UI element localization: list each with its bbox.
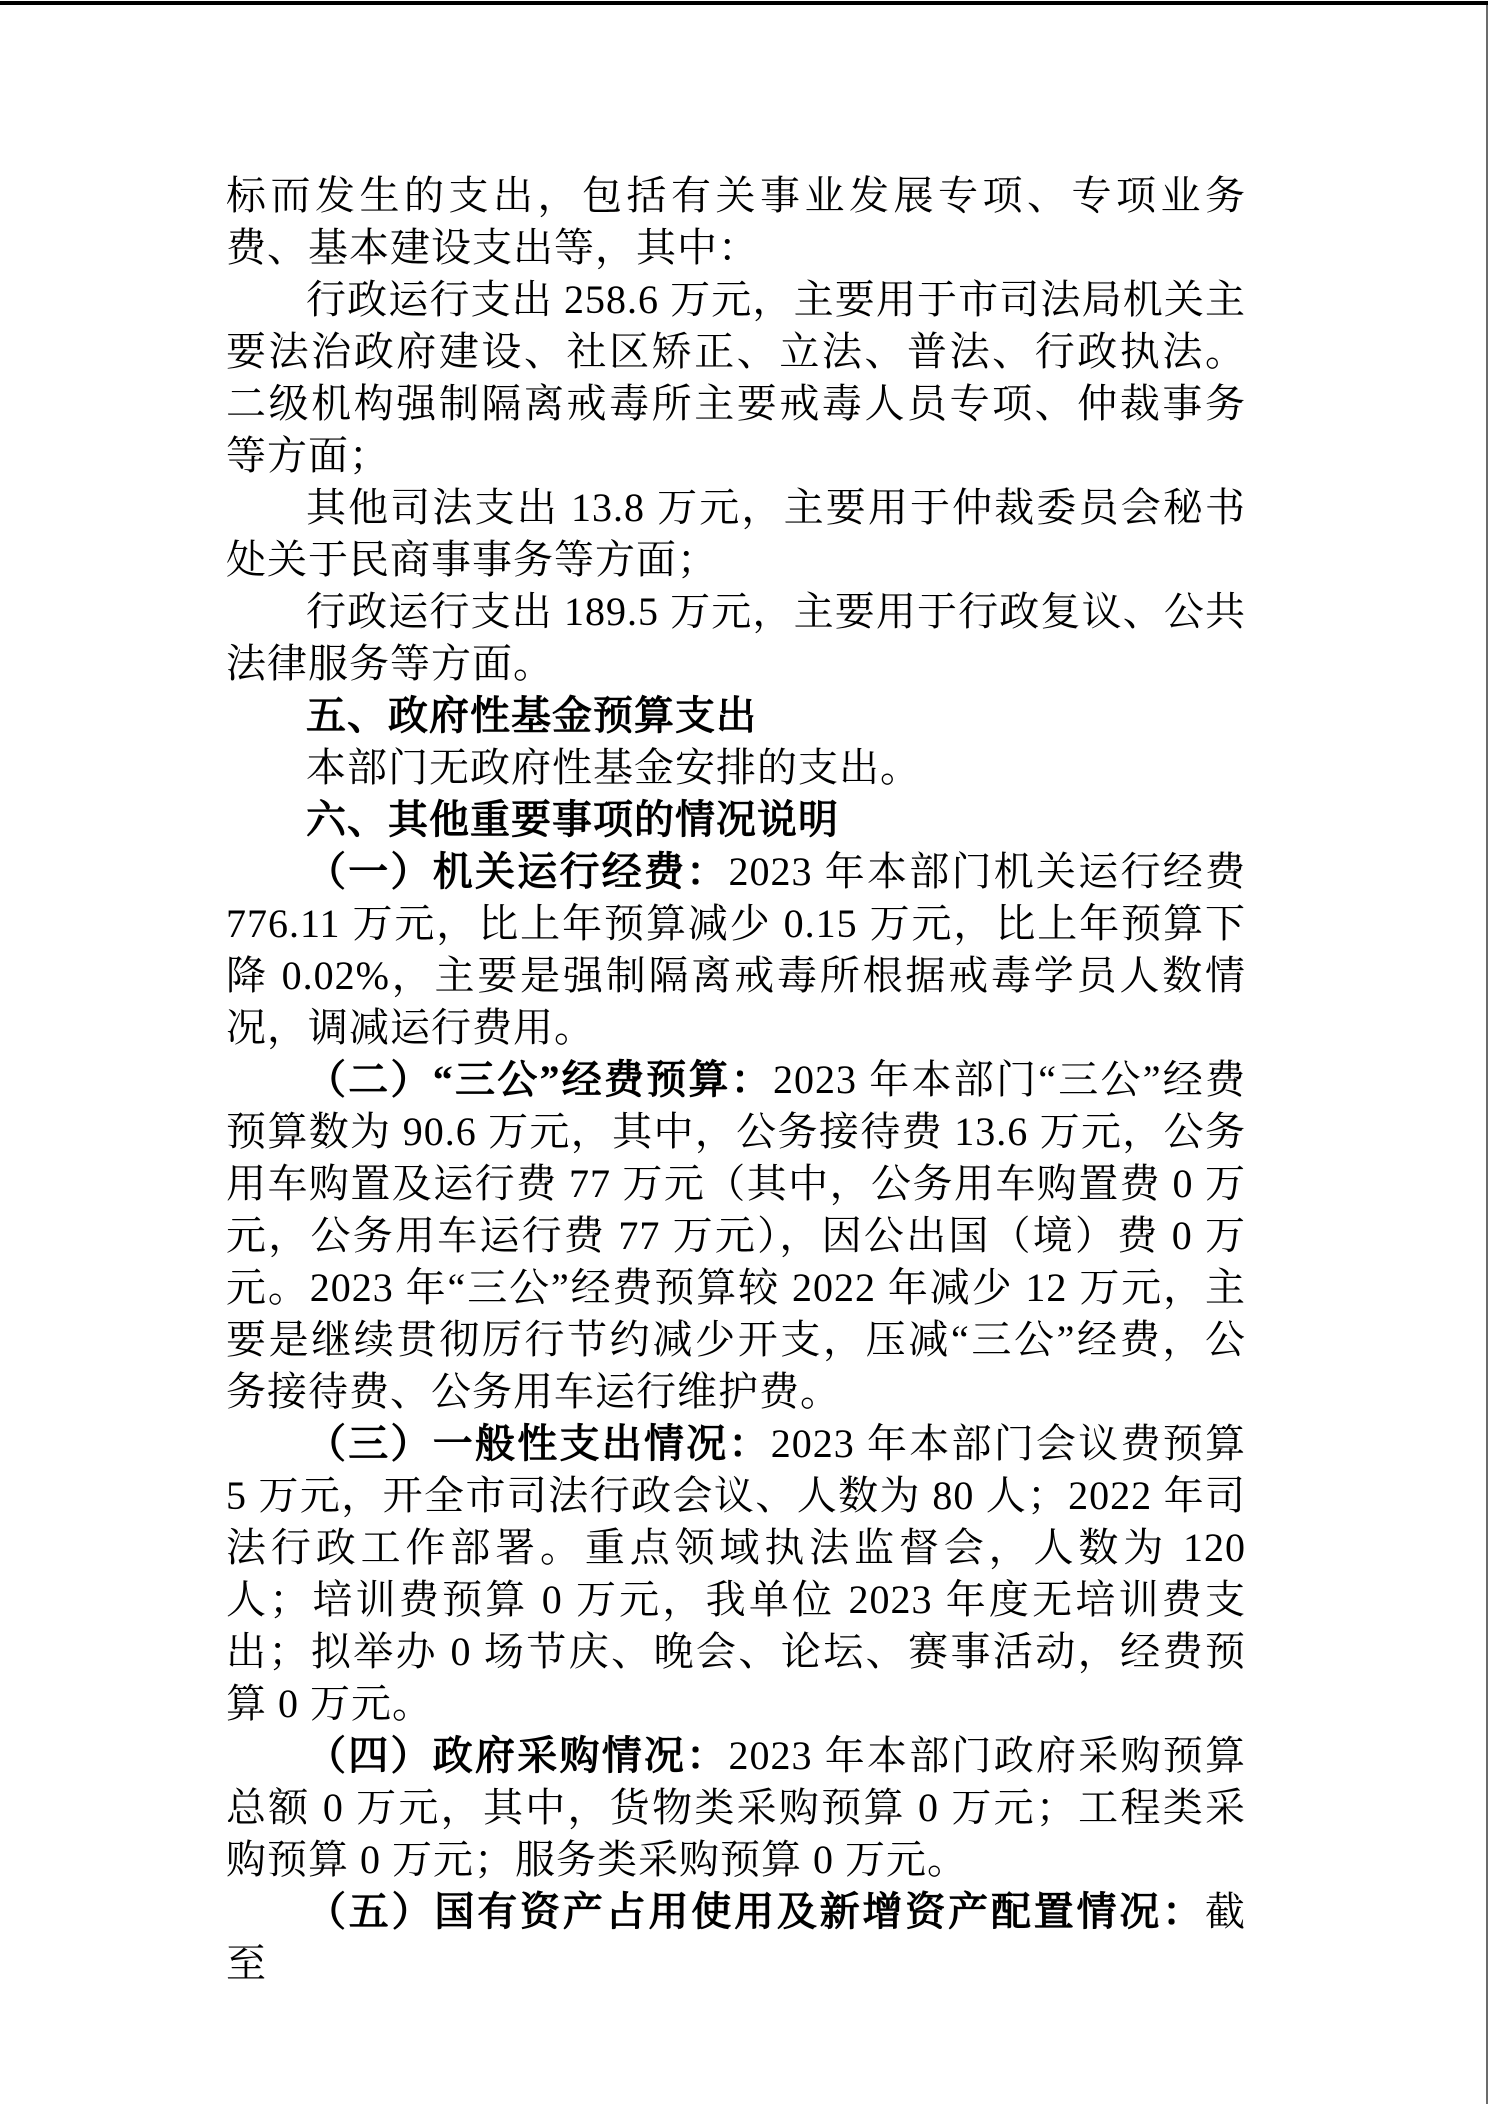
paragraph: [226, 846, 1246, 1054]
paragraph: [226, 1054, 1246, 1418]
paragraph: [226, 482, 1246, 586]
paragraph: [226, 1418, 1246, 1730]
paragraph-text: 标而发生的支出，包括有关事业发展专项、专项业务费、基本建设支出等，其中：: [226, 173, 1246, 270]
paragraph: [226, 170, 1246, 274]
paragraph: [226, 586, 1246, 690]
paragraph-text: 行政运行支出 258.6 万元，主要用于市司法局机关主要法治政府建设、社区矫正、立法、普法、行政执法。二级机构强制隔离戒毒所主要戒毒人员专项、仲裁事务等方面；: [226, 277, 1246, 478]
paragraph: [226, 690, 1246, 742]
document-body: [226, 170, 1246, 1990]
paragraph-text: 其他司法支出 13.8 万元，主要用于仲裁委员会秘书处关于民商事事务等方面；: [226, 485, 1246, 582]
section-heading: （二）“三公”经费预算：: [306, 1057, 773, 1102]
paragraph-text: 2023 年本部门机关运行经费 776.11 万元，比上年预算减少 0.15 万元，比上年预算下降 0.02%，主要是强制隔离戒毒所根据戒毒学员人数情况，调减运行费用。: [226, 849, 1246, 1050]
paragraph: [226, 1886, 1246, 1990]
section-heading: （一）机关运行经费：: [306, 849, 729, 894]
paragraph: [226, 274, 1246, 482]
paragraph: [226, 794, 1246, 846]
paragraph-text: 2023 年本部门“三公”经费预算数为 90.6 万元，其中，公务接待费 13.6 万元，公务用车购置及运行费 77 万元（其中，公务用车购置费 0 万元，公务用车运行费 77 万元），因公出国（境）费 0 万元。2023 年“三公”经费预算较 2022 年减少 12 万元，主要是继续贯彻厉行节约减少开支，压减“三公”经费，公务接待费、公务用车运行维护费。: [226, 1057, 1247, 1414]
paragraph-text: 本部门无政府性基金安排的支出。: [306, 745, 921, 790]
paragraph-text: 2023 年本部门政府采购预算总额 0 万元，其中，货物类采购预算 0 万元；工程类采购预算 0 万元；服务类采购预算 0 万元。: [226, 1733, 1246, 1882]
paragraph: [226, 1730, 1246, 1886]
paragraph-text: 行政运行支出 189.5 万元，主要用于行政复议、公共法律服务等方面。: [226, 589, 1246, 686]
section-heading: 五、政府性基金预算支出: [306, 693, 757, 738]
page-top-edge: [0, 1, 1488, 5]
section-heading: 六、其他重要事项的情况说明: [306, 797, 839, 842]
paragraph: [226, 742, 1246, 794]
section-heading: （三）一般性支出情况：: [306, 1421, 771, 1466]
section-heading: （五）国有资产占用使用及新增资产配置情况：: [306, 1889, 1205, 1934]
paragraph-text: 2023 年本部门会议费预算 5 万元，开全市司法行政会议、人数为 80 人；2022 年司法行政工作部署。重点领域执法监督会，人数为 120 人；培训费预算 0 万元，我单位 2023 年度无培训费支出；拟举办 0 场节庆、晚会、论坛、赛事活动，经费预算 0 万元。: [226, 1421, 1246, 1726]
section-heading: （四）政府采购情况：: [306, 1733, 729, 1778]
paragraph-text: 截至: [226, 1889, 1246, 1986]
